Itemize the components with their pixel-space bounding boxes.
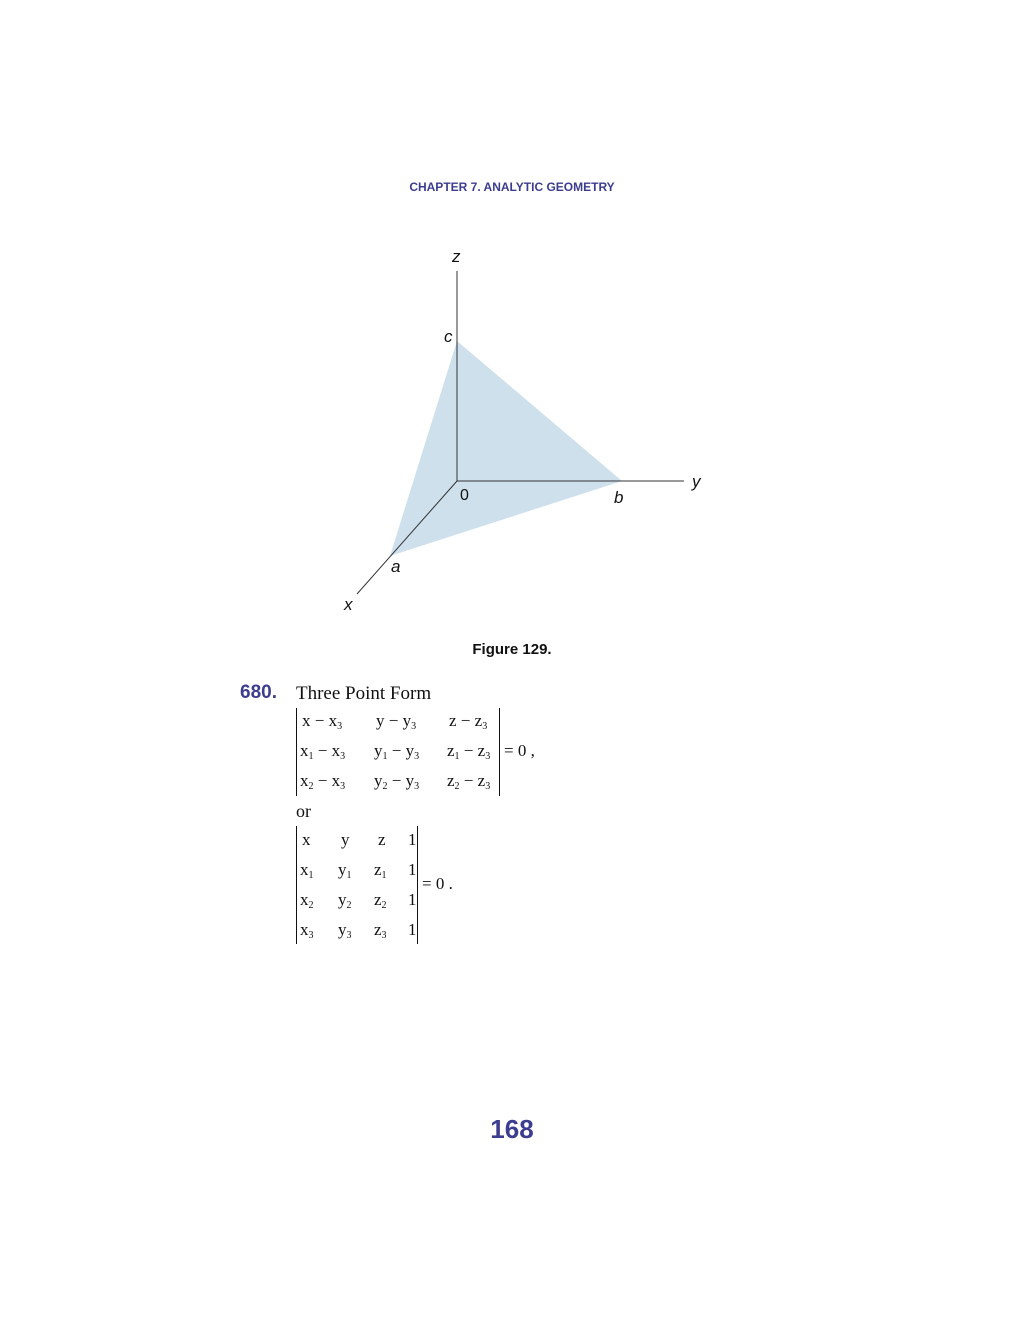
- figure-caption: Figure 129.: [472, 641, 552, 658]
- m2-r3-c4: 1: [408, 890, 417, 909]
- figure-129: [320, 240, 720, 620]
- m2-r4-c1: $x_3$: [300, 920, 314, 941]
- m2-r1-c4: 1: [408, 830, 417, 849]
- m1-r2-c1: $x_1 - x_3$: [300, 741, 346, 762]
- m2-r2-c1: $x_1$: [300, 860, 314, 881]
- m2-r2-c4: 1: [408, 860, 417, 879]
- m2-r1-c1: x: [302, 830, 311, 849]
- m1-r3-c3: $z_2 - z_3$: [447, 771, 491, 792]
- plane-intercept-diagram: [320, 240, 720, 620]
- m2-r4-c2: $y_3$: [338, 920, 352, 941]
- left-bar: [296, 708, 297, 796]
- m1-r2-c2: $y_1 - y_3$: [374, 741, 420, 762]
- left-bar: [296, 826, 297, 944]
- m1-r3-c2: $y_2 - y_3$: [374, 771, 420, 792]
- z-axis-label: z: [452, 247, 461, 266]
- m2-r3-c3: $z_2$: [374, 890, 387, 911]
- x-axis-label: x: [344, 595, 353, 614]
- m1-r2-c3: $z_1 - z_3$: [447, 741, 491, 762]
- m1-r1-c3: $z - z_3$: [449, 711, 488, 732]
- connector-or: or: [296, 801, 311, 821]
- m2-r1-c3: z: [378, 830, 386, 849]
- origin-label: 0: [460, 487, 469, 504]
- m2-r2-c3: $z_1$: [374, 860, 387, 881]
- m2-r4-c3: $z_3$: [374, 920, 387, 941]
- intercept-plane: [390, 341, 622, 556]
- formula-title: Three Point Form: [296, 683, 432, 704]
- intercept-a-label: a: [391, 557, 401, 576]
- running-header: CHAPTER 7. ANALYTIC GEOMETRY: [409, 180, 615, 194]
- right-bar: [499, 708, 500, 796]
- determinant-3x3: [296, 708, 556, 796]
- m2-r3-c1: $x_2$: [300, 890, 314, 911]
- m1-r1-c2: $y - y_3$: [376, 711, 417, 732]
- m2-r3-c2: $y_2$: [338, 890, 352, 911]
- m2-r2-c2: $y_1$: [338, 860, 352, 881]
- m1-r3-c1: $x_2 - x_3$: [300, 771, 346, 792]
- formula-number: 680.: [240, 682, 277, 703]
- m2-equals-zero: = 0 .: [422, 874, 453, 893]
- intercept-b-label: b: [614, 488, 624, 507]
- y-axis-label: y: [692, 472, 701, 491]
- m1-r1-c1: $x - x_3$: [302, 711, 343, 732]
- page-number: 168: [490, 1114, 534, 1144]
- right-bar: [417, 826, 418, 944]
- m2-r1-c2: y: [341, 830, 350, 849]
- determinant-4x4: [296, 826, 476, 944]
- m2-r4-c4: 1: [408, 920, 417, 939]
- m1-equals-zero: = 0 ,: [504, 741, 535, 760]
- intercept-c-label: c: [444, 327, 453, 346]
